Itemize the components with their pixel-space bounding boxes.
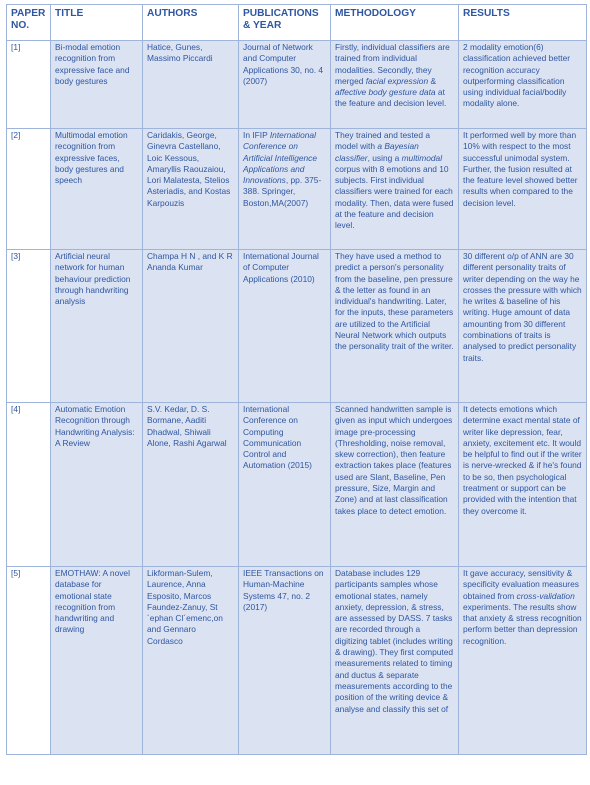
header-paper-no: PAPER NO. — [7, 5, 51, 41]
cell-methodology — [331, 129, 459, 250]
italic-text-segment: International Conference on Artificial Intelligence Applications and Innovations — [243, 130, 318, 186]
cell-methodology — [331, 41, 459, 129]
text-segment: It gave accuracy, sensitivity & specificity evaluation measures obtained from — [463, 568, 579, 601]
cell-title: Artificial neural network for human behaviour prediction through handwriting analysis — [51, 250, 143, 403]
header-publications: PUBLICATIONS & YEAR — [239, 5, 331, 41]
cell-methodology — [331, 567, 459, 755]
text-segment: , pp. 375-388. Springer, Boston,MA(2007) — [243, 175, 322, 208]
header-title: TITLE — [51, 5, 143, 41]
methodology-text — [335, 251, 454, 353]
cell-publications — [239, 250, 331, 403]
italic-text-segment: facial expression — [365, 75, 429, 86]
table-row — [7, 403, 587, 567]
cell-paper-no: [3] — [7, 250, 51, 403]
cell-results — [459, 403, 587, 567]
publications-text — [243, 251, 326, 285]
italic-text-segment: affective body gesture data — [335, 87, 436, 98]
table-body — [7, 41, 587, 755]
text-segment: Database includes 129 participants samples whose emotional states, namely anxiety, depression, & stress, are assessed by DASS. 7 tasks are recorded through a digitizing tablet (includes writing & drawing). They first computed measurements related to timing and ductus & separate measurements according to the position of the writing device & analyse and classify this set of — [335, 568, 454, 714]
text-segment: Journal of Network and Computer Applications 30, no. 4 (2007) — [243, 42, 324, 86]
header-results: RESULTS — [459, 5, 587, 41]
methodology-text — [335, 42, 454, 110]
text-segment: It performed well by more than 10% with respect to the most successful unimodal system. Further, the fusion resulted at the feature level showed better results when compared to the decision level. — [463, 130, 578, 208]
text-segment: They trained and tested a model with — [335, 130, 430, 152]
cell-results — [459, 250, 587, 403]
header-authors: AUTHORS — [143, 5, 239, 41]
text-segment: experiments. The results show that anxiety & stress recognition perform better than depression recognition. — [463, 601, 582, 646]
text-segment: , using a — [367, 152, 402, 163]
cell-results — [459, 567, 587, 755]
text-segment: at the feature and decision level. — [335, 87, 447, 109]
cell-title: EMOTHAW: A novel database for emotional state recognition from handwriting and drawing — [51, 567, 143, 755]
results-text — [463, 251, 582, 364]
cell-publications — [239, 129, 331, 250]
table-row — [7, 41, 587, 129]
cell-title: Automatic Emotion Recognition through Handwriting Analysis: A Review — [51, 403, 143, 567]
table-row — [7, 250, 587, 403]
text-segment: In IFIP — [243, 130, 270, 140]
cell-paper-no: [5] — [7, 567, 51, 755]
publications-text — [243, 404, 326, 472]
table-row — [7, 129, 587, 250]
methodology-text — [335, 404, 454, 517]
cell-title: Bi-modal emotion recognition from expressive face and body gestures — [51, 41, 143, 129]
results-text — [463, 42, 582, 110]
text-segment: corpus with 8 emotions and 10 subjects. First individual classifiers were trained for each modality. Then, data were fused at the feature and decision level. — [335, 163, 454, 231]
table-row — [7, 567, 587, 755]
methodology-text — [335, 130, 454, 232]
cell-publications — [239, 567, 331, 755]
methodology-text — [335, 568, 454, 715]
text-segment: 30 different o/p of ANN are 30 different personality traits of writer depending on the way he crosses the pressure with which he writes & baseline of his writing. Huge amount of data amounting from 30 different combinations of traits is analysed to predict personality traits. — [463, 251, 582, 363]
cell-title: Multimodal emotion recognition from expressive faces, body gestures and speech — [51, 129, 143, 250]
cell-results — [459, 41, 587, 129]
literature-survey-table — [6, 4, 587, 755]
cell-paper-no: [4] — [7, 403, 51, 567]
cell-methodology — [331, 250, 459, 403]
cell-paper-no: [2] — [7, 129, 51, 250]
text-segment: International Journal of Computer Applications (2010) — [243, 251, 319, 284]
header-methodology: METHODOLOGY — [331, 5, 459, 41]
italic-text-segment: a Bayesian classifier — [335, 141, 419, 163]
cell-authors: S.V. Kedar, D. S. Bormane, Aaditi Dhadwal, Shiwali Alone, Rashi Agarwal — [143, 403, 239, 567]
text-segment: Scanned handwritten sample is given as input which undergoes image pre-processing (Thresholding, noise removal, skew correction), then feature extraction takes place (features used are Slant, Baseline, Pen pressure, Size, Margin and Zone) and at last classification takes place to detect emotion. — [335, 404, 453, 516]
cell-methodology — [331, 403, 459, 567]
results-text — [463, 130, 582, 209]
cell-publications — [239, 41, 331, 129]
text-segment: They have used a method to predict a person's personality from the baseline, pen pressure & the letter as found in an individual's handwriting. Later, for the inputs, these parameters are utilized to the Artificial Neural Network which outputs the personality trait of the writer. — [335, 251, 454, 352]
text-segment: International Conference on Computing Communication Control and Automation (2015) — [243, 404, 312, 471]
text-segment: IEEE Transactions on Human-Machine Systems 47, no. 2 (2017) — [243, 568, 324, 612]
text-segment: It detects emotions which determine exact mental state of writer like depression, fear, anxiety, excitement etc. It would be helpful to find out if the writer is nerve-wrecked & if he's found to be so, then psychological treatment or support can be provided with the intention that they overcome it. — [463, 404, 582, 516]
header-row — [7, 5, 587, 41]
italic-text-segment: cross-validation — [516, 590, 575, 601]
cell-authors: Champa H N , and K R Ananda Kumar — [143, 250, 239, 403]
italic-text-segment: multimodal — [401, 152, 443, 163]
results-text — [463, 404, 582, 517]
cell-publications — [239, 403, 331, 567]
publications-text — [243, 42, 326, 87]
publications-text — [243, 130, 326, 209]
text-segment: & — [428, 75, 437, 86]
cell-authors: Likforman-Sulem, Laurence, Anna Esposito, Marcos Faundez-Zanuy, St´ephan Cl´emenc,on and Gennaro Cordasco — [143, 567, 239, 755]
publications-text — [243, 568, 326, 613]
text-segment: 2 modality emotion(6) classification achieved better recognition accuracy outperforming classification using individual facial/bodily modality alone. — [463, 42, 571, 109]
cell-authors: Caridakis, George, Ginevra Castellano, Loic Kessous, Amaryllis Raouzaiou, Lori Malatesta, Stelios Asteriadis, and Kostas Karpouzis — [143, 129, 239, 250]
cell-results — [459, 129, 587, 250]
cell-paper-no: [1] — [7, 41, 51, 129]
text-segment: Firstly, individual classifiers are trained from individual modalities. Secondly, they merged — [335, 42, 450, 86]
cell-authors: Hatice, Gunes, Massimo Piccardi — [143, 41, 239, 129]
results-text — [463, 568, 582, 647]
